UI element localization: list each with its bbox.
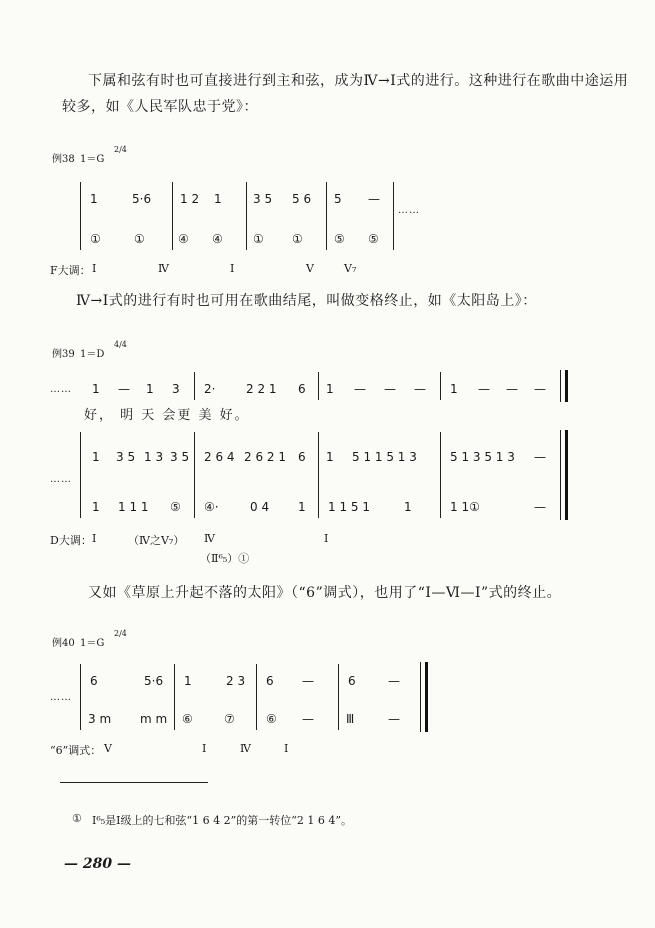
note: 1 [92, 450, 100, 464]
example-38-key: 1＝G [80, 154, 105, 165]
note: 1 [214, 192, 222, 206]
continuation-dots: …… [50, 384, 72, 395]
final-barline-thick [565, 430, 568, 520]
note: — [302, 712, 314, 726]
barline [338, 664, 339, 730]
final-barline-thin [560, 370, 561, 402]
note: — [354, 382, 366, 396]
note: 2 6 2 1 [244, 450, 286, 464]
example-39-label: 例39 [52, 349, 75, 360]
chord-key-label: D大调： [50, 534, 92, 547]
paragraph-1-line-1: 下属和弦有时也可直接进行到主和弦，成为Ⅳ→Ⅰ式的进行。这种进行在歌曲中途运用 [88, 73, 629, 89]
example-40-key: 1＝G [80, 638, 105, 649]
paragraph-3: 又如《草原上升起不落的太阳》（“6”调式），也用了“Ⅰ—Ⅵ—Ⅰ”式的终止。 [88, 585, 562, 601]
note: — [534, 500, 546, 514]
note: — [388, 712, 400, 726]
note: 5 1 3 5 1 3 [450, 450, 515, 464]
brace-line [80, 664, 81, 730]
note: m m [140, 712, 168, 726]
note: Ⅲ [346, 712, 355, 726]
barline [318, 372, 319, 400]
note: 3 m [88, 712, 112, 726]
final-barline-thin [560, 430, 561, 520]
note: 1 [404, 500, 412, 514]
lyrics: 好， 明 天 会更 美 好。 [84, 408, 250, 423]
barline [172, 182, 173, 250]
note: — [534, 382, 546, 396]
continuation-dots: …… [398, 205, 420, 216]
continuation-dots: …… [50, 692, 72, 703]
note: 1 1 5 1 [328, 500, 370, 514]
footnote-text: Ⅰ⁶₅是Ⅰ级上的七和弦“1 6 4 2”的第一转位“2 1 6 4”。 [92, 814, 352, 827]
note: 1 [450, 382, 458, 396]
footnote-mark: ① [72, 812, 82, 825]
example-39-key: 1＝D [80, 349, 105, 360]
chord-symbol: Ⅴ₇ [344, 262, 357, 275]
chord-symbol: Ⅰ [324, 532, 329, 545]
chord-symbol: Ⅴ [104, 742, 112, 755]
note: ④ [178, 232, 189, 246]
footnote-rule [60, 782, 208, 783]
note: ⑤ [368, 232, 379, 246]
note: 6 [266, 674, 274, 688]
final-barline-thick [425, 662, 428, 732]
note: 1 1 1 [118, 500, 149, 514]
note: 1 [326, 382, 334, 396]
note: 0 4 [250, 500, 270, 514]
example-38-label: 例38 [52, 154, 75, 165]
chord-symbol: Ⅰ [202, 742, 207, 755]
note: — [384, 382, 396, 396]
note: 1 [92, 382, 100, 396]
page-number: — 280 — [64, 856, 131, 872]
chord-symbol: Ⅰ [284, 742, 289, 755]
note: 5·6 [144, 674, 164, 688]
barline [393, 182, 394, 250]
chord-symbol: Ⅰ [92, 532, 97, 545]
note: 1 [146, 382, 154, 396]
chord-symbol: （Ⅳ之Ⅴ₇） [128, 534, 185, 547]
chord-symbol: Ⅳ [204, 532, 215, 545]
note: ⑥ [266, 712, 277, 726]
barline [194, 432, 195, 518]
note: ① [90, 232, 101, 246]
chord-symbol: Ⅴ [306, 262, 314, 275]
barline [440, 432, 441, 518]
example-38-time: 2/4 [114, 145, 127, 154]
note: 5 [334, 192, 342, 206]
note: — [388, 674, 400, 688]
paragraph-2: Ⅳ→Ⅰ式的进行有时也可用在歌曲结尾，叫做变格终止，如《太阳岛上》： [76, 293, 537, 309]
note: — [118, 382, 130, 396]
note: 2· [204, 382, 216, 396]
note: ④ [212, 232, 223, 246]
note: 3 5 [170, 450, 190, 464]
note: 1 [326, 450, 334, 464]
note: ④· [204, 500, 219, 514]
note: — [534, 450, 546, 464]
note: 3 5 [116, 450, 136, 464]
paragraph-1-line-2: 较多，如《人民军队忠于党》： [62, 99, 258, 115]
final-barline-thin [420, 662, 421, 732]
note: ① [253, 232, 264, 246]
note: — [414, 382, 426, 396]
note: 1 [92, 500, 100, 514]
note: 1 [298, 500, 306, 514]
note: ① [134, 232, 145, 246]
note: 5 1 1 5 1 3 [352, 450, 417, 464]
note: 1 1① [450, 500, 480, 514]
brace-line [80, 432, 81, 518]
note: 1 2 [180, 192, 200, 206]
note: 1 [90, 192, 98, 206]
note: 3 [172, 382, 180, 396]
barline [194, 372, 195, 400]
chord-symbol: Ⅳ [158, 262, 169, 275]
note: 6 [298, 450, 306, 464]
example-39-time: 4/4 [114, 340, 127, 349]
note: ① [292, 232, 303, 246]
note: ⑦ [224, 712, 235, 726]
note: 3 5 [253, 192, 273, 206]
chord-footnote-ref: （Ⅱ⁶₅）① [200, 552, 250, 565]
barline [326, 182, 327, 250]
example-40-label: 例40 [52, 638, 75, 649]
note: 6 [348, 674, 356, 688]
chord-symbol: Ⅳ [240, 742, 251, 755]
chord-symbol: Ⅰ [92, 262, 97, 275]
note: ⑥ [182, 712, 193, 726]
note: 6 [90, 674, 98, 688]
barline [440, 372, 441, 400]
example-40-time: 2/4 [114, 629, 127, 638]
note: 2 6 4 [204, 450, 235, 464]
note: 2 3 [226, 674, 246, 688]
barline [256, 664, 257, 730]
final-barline-thick [565, 370, 568, 402]
note: — [368, 192, 380, 206]
barline [318, 432, 319, 518]
brace-line [80, 182, 81, 250]
note: 5 6 [292, 192, 312, 206]
note: ⑤ [334, 232, 345, 246]
barline [174, 664, 175, 730]
chord-symbol: Ⅰ [230, 262, 235, 275]
barline [246, 182, 247, 250]
note: 5·6 [132, 192, 152, 206]
continuation-dots: …… [50, 474, 72, 485]
chord-key-label: F大调： [50, 264, 91, 277]
note: — [478, 382, 490, 396]
note: ⑤ [170, 500, 181, 514]
note: — [506, 382, 518, 396]
note: 1 [184, 674, 192, 688]
chord-key-label: “6”调式： [50, 744, 102, 757]
note: 6 [298, 382, 306, 396]
note: 1 3 [144, 450, 164, 464]
note: 2 2 1 [246, 382, 277, 396]
note: — [302, 674, 314, 688]
